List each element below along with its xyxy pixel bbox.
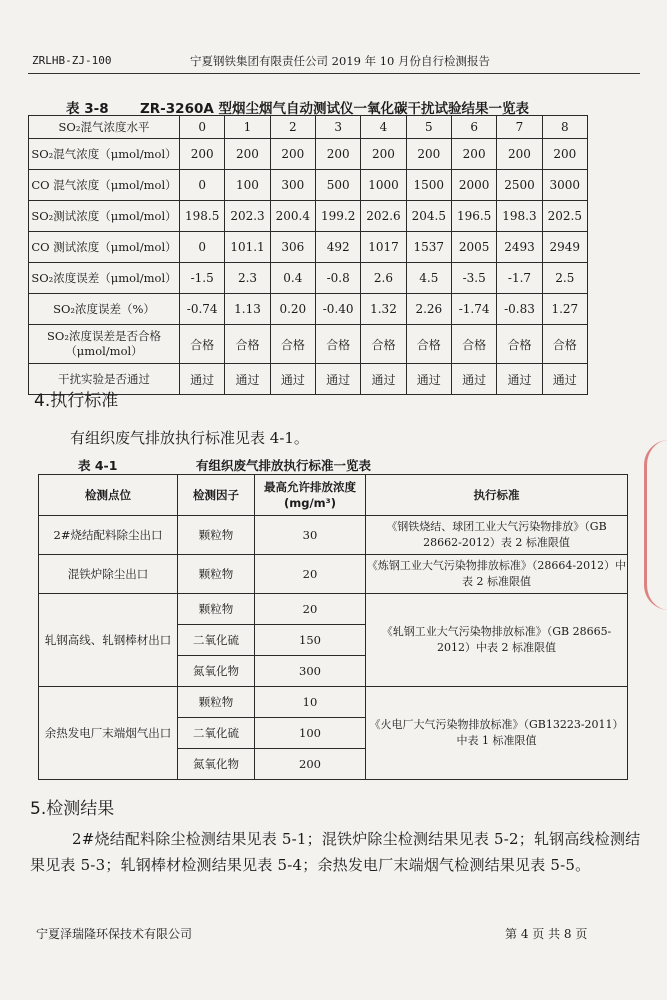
- monitoring-point: 轧钢高线、轧钢棒材出口: [39, 594, 178, 687]
- table-cell: 1537: [406, 232, 451, 263]
- table-cell: 196.5: [451, 201, 496, 232]
- table-cell: 合格: [225, 325, 270, 364]
- table-cell: -1.5: [180, 263, 225, 294]
- execution-standard: 《炼钢工业大气污染物排放标准》（28664-2012）中表 2 标准限值: [366, 555, 628, 594]
- table-cell: 通过: [497, 364, 542, 395]
- emission-limit: 150: [255, 625, 366, 656]
- table-cell: 2.5: [542, 263, 587, 294]
- table-cell: 2.3: [225, 263, 270, 294]
- table-cell: 198.3: [497, 201, 542, 232]
- header-factor: 检测因子: [178, 475, 255, 516]
- table-cell: 202.3: [225, 201, 270, 232]
- table-cell: 1.13: [225, 294, 270, 325]
- table-row: [29, 170, 588, 201]
- pollutant-factor: 颗粒物: [178, 687, 255, 718]
- table-4-1-number: 表 4-1: [78, 458, 118, 473]
- footer-company: 宁夏泽瑞隆环保技术有限公司: [36, 927, 193, 941]
- table-3-8-title: ZR-3260A 型烟尘烟气自动测试仪一氧化碳干扰试验结果一览表: [140, 101, 530, 117]
- table-row: [29, 116, 588, 139]
- table-cell: 200.4: [270, 201, 315, 232]
- section-4-heading: 4.执行标准: [34, 391, 119, 411]
- execution-standard: 《钢铁烧结、球团工业大气污染物排放》（GB 28662-2012）表 2 标准限值: [366, 516, 628, 555]
- emission-standard-table: [38, 474, 628, 780]
- table-cell: 204.5: [406, 201, 451, 232]
- emission-limit: 300: [255, 656, 366, 687]
- table-cell: 1.32: [361, 294, 406, 325]
- interference-test-table: [28, 115, 588, 395]
- pollutant-factor: 颗粒物: [178, 516, 255, 555]
- table-row: [29, 201, 588, 232]
- pollutant-factor: 氮氧化物: [178, 749, 255, 780]
- table-cell: 2005: [451, 232, 496, 263]
- table-cell: 0: [180, 170, 225, 201]
- section-4-text: 有组织废气排放执行标准见表 4-1。: [70, 429, 309, 447]
- execution-standard: 《轧钢工业大气污染物排放标准》（GB 28665-2012）中表 2 标准限值: [366, 594, 628, 687]
- monitoring-point: 混铁炉除尘出口: [39, 555, 178, 594]
- table-cell: 0.20: [270, 294, 315, 325]
- row-label: 干扰实验是否通过: [29, 364, 180, 395]
- report-title: 宁夏钢铁集团有限责任公司 2019 年 10 月份自行检测报告: [190, 54, 491, 68]
- table-cell: 4: [361, 116, 406, 139]
- row-label: SO₂浓度误差是否合格（μmol/mol）: [29, 325, 180, 364]
- table-cell: 4.5: [406, 263, 451, 294]
- header-point: 检测点位: [39, 475, 178, 516]
- table-cell: 2.26: [406, 294, 451, 325]
- table-cell: 2949: [542, 232, 587, 263]
- table-cell: 300: [270, 170, 315, 201]
- table-cell: 合格: [451, 325, 496, 364]
- table-cell: 3: [315, 116, 360, 139]
- table-cell: 合格: [361, 325, 406, 364]
- table-cell: 3000: [542, 170, 587, 201]
- emission-limit: 20: [255, 594, 366, 625]
- table-cell: 1.27: [542, 294, 587, 325]
- table-cell: 200: [225, 139, 270, 170]
- table-cell: 101.1: [225, 232, 270, 263]
- table-3-8-number: 表 3-8: [66, 101, 109, 117]
- section-5-text: 2#烧结配料除尘检测结果见表 5-1；混铁炉除尘检测结果见表 5-2；轧钢高线检测结果见表 5-3；轧钢棒材检测结果见表 5-4；余热发电厂末端烟气检测结果见表 5-5。: [30, 830, 641, 874]
- table-cell: 200: [451, 139, 496, 170]
- row-label: SO₂浓度误差（μmol/mol）: [29, 263, 180, 294]
- table-cell: 198.5: [180, 201, 225, 232]
- table-cell: 0: [180, 232, 225, 263]
- table-cell: 202.5: [542, 201, 587, 232]
- emission-limit: 20: [255, 555, 366, 594]
- table-cell: 合格: [270, 325, 315, 364]
- table-cell: 100: [225, 170, 270, 201]
- table-cell: 0: [180, 116, 225, 139]
- table-cell: 200: [361, 139, 406, 170]
- pollutant-factor: 颗粒物: [178, 594, 255, 625]
- table-cell: 2000: [451, 170, 496, 201]
- table-cell: -0.83: [497, 294, 542, 325]
- table-row: [39, 555, 628, 594]
- table-row: [29, 139, 588, 170]
- emission-limit: 200: [255, 749, 366, 780]
- table-cell: 通过: [225, 364, 270, 395]
- emission-limit: 30: [255, 516, 366, 555]
- table-cell: 通过: [315, 364, 360, 395]
- row-label: SO₂混气浓度（μmol/mol）: [29, 139, 180, 170]
- table-cell: 2500: [497, 170, 542, 201]
- table-cell: -1.74: [451, 294, 496, 325]
- seal-stamp-edge: [644, 440, 667, 610]
- table-cell: 通过: [451, 364, 496, 395]
- table-cell: 500: [315, 170, 360, 201]
- monitoring-point: 余热发电厂末端烟气出口: [39, 687, 178, 780]
- table-cell: 1: [225, 116, 270, 139]
- execution-standard: 《火电厂大气污染物排放标准》（GB13223-2011）中表 1 标准限值: [366, 687, 628, 780]
- table-cell: 合格: [180, 325, 225, 364]
- emission-limit: 10: [255, 687, 366, 718]
- table-cell: 200: [406, 139, 451, 170]
- table-cell: -0.8: [315, 263, 360, 294]
- table-cell: 200: [180, 139, 225, 170]
- table-cell: -0.74: [180, 294, 225, 325]
- table-cell: 2493: [497, 232, 542, 263]
- table-4-1-title: 有组织废气排放执行标准一览表: [196, 458, 372, 473]
- table-cell: -3.5: [451, 263, 496, 294]
- document-code: ZRLHB-ZJ-100: [32, 54, 112, 67]
- row-label: SO₂测试浓度（μmol/mol）: [29, 201, 180, 232]
- table-cell: -0.40: [315, 294, 360, 325]
- emission-limit: 100: [255, 718, 366, 749]
- table-cell: 通过: [406, 364, 451, 395]
- table-cell: 1500: [406, 170, 451, 201]
- table-header-row: [39, 475, 628, 516]
- table-cell: 199.2: [315, 201, 360, 232]
- table-cell: 5: [406, 116, 451, 139]
- table-row: [29, 232, 588, 263]
- table-row: [29, 325, 588, 364]
- table-cell: 合格: [406, 325, 451, 364]
- header-limit: 最高允许排放浓度(mg/m³): [255, 475, 366, 516]
- table-cell: 通过: [270, 364, 315, 395]
- table-cell: 200: [542, 139, 587, 170]
- row-label: CO 测试浓度（μmol/mol）: [29, 232, 180, 263]
- table-cell: 306: [270, 232, 315, 263]
- table-cell: 合格: [315, 325, 360, 364]
- table-cell: 1000: [361, 170, 406, 201]
- row-label: SO₂浓度误差（%）: [29, 294, 180, 325]
- table-cell: 492: [315, 232, 360, 263]
- table-cell: 200: [270, 139, 315, 170]
- table-cell: 6: [451, 116, 496, 139]
- table-cell: 2.6: [361, 263, 406, 294]
- section-5-heading: 5.检测结果: [30, 799, 115, 819]
- row-label: SO₂混气浓度水平: [29, 116, 180, 139]
- table-cell: 合格: [542, 325, 587, 364]
- footer-page-number: 第 4 页 共 8 页: [505, 927, 588, 941]
- pollutant-factor: 氮氧化物: [178, 656, 255, 687]
- header-standard: 执行标准: [366, 475, 628, 516]
- table-cell: 200: [497, 139, 542, 170]
- table-cell: 合格: [497, 325, 542, 364]
- table-cell: -1.7: [497, 263, 542, 294]
- pollutant-factor: 二氧化硫: [178, 625, 255, 656]
- table-cell: 2: [270, 116, 315, 139]
- table-row: [39, 687, 628, 718]
- table-cell: 7: [497, 116, 542, 139]
- table-cell: 202.6: [361, 201, 406, 232]
- table-cell: 通过: [542, 364, 587, 395]
- table-cell: 1017: [361, 232, 406, 263]
- row-label: CO 混气浓度（μmol/mol）: [29, 170, 180, 201]
- table-cell: 通过: [180, 364, 225, 395]
- table-row: [29, 294, 588, 325]
- table-cell: 0.4: [270, 263, 315, 294]
- table-row: [29, 263, 588, 294]
- table-row: [39, 594, 628, 625]
- pollutant-factor: 二氧化硫: [178, 718, 255, 749]
- table-cell: 通过: [361, 364, 406, 395]
- table-cell: 200: [315, 139, 360, 170]
- table-cell: 8: [542, 116, 587, 139]
- header-divider: [28, 73, 640, 74]
- pollutant-factor: 颗粒物: [178, 555, 255, 594]
- table-row: [39, 516, 628, 555]
- monitoring-point: 2#烧结配料除尘出口: [39, 516, 178, 555]
